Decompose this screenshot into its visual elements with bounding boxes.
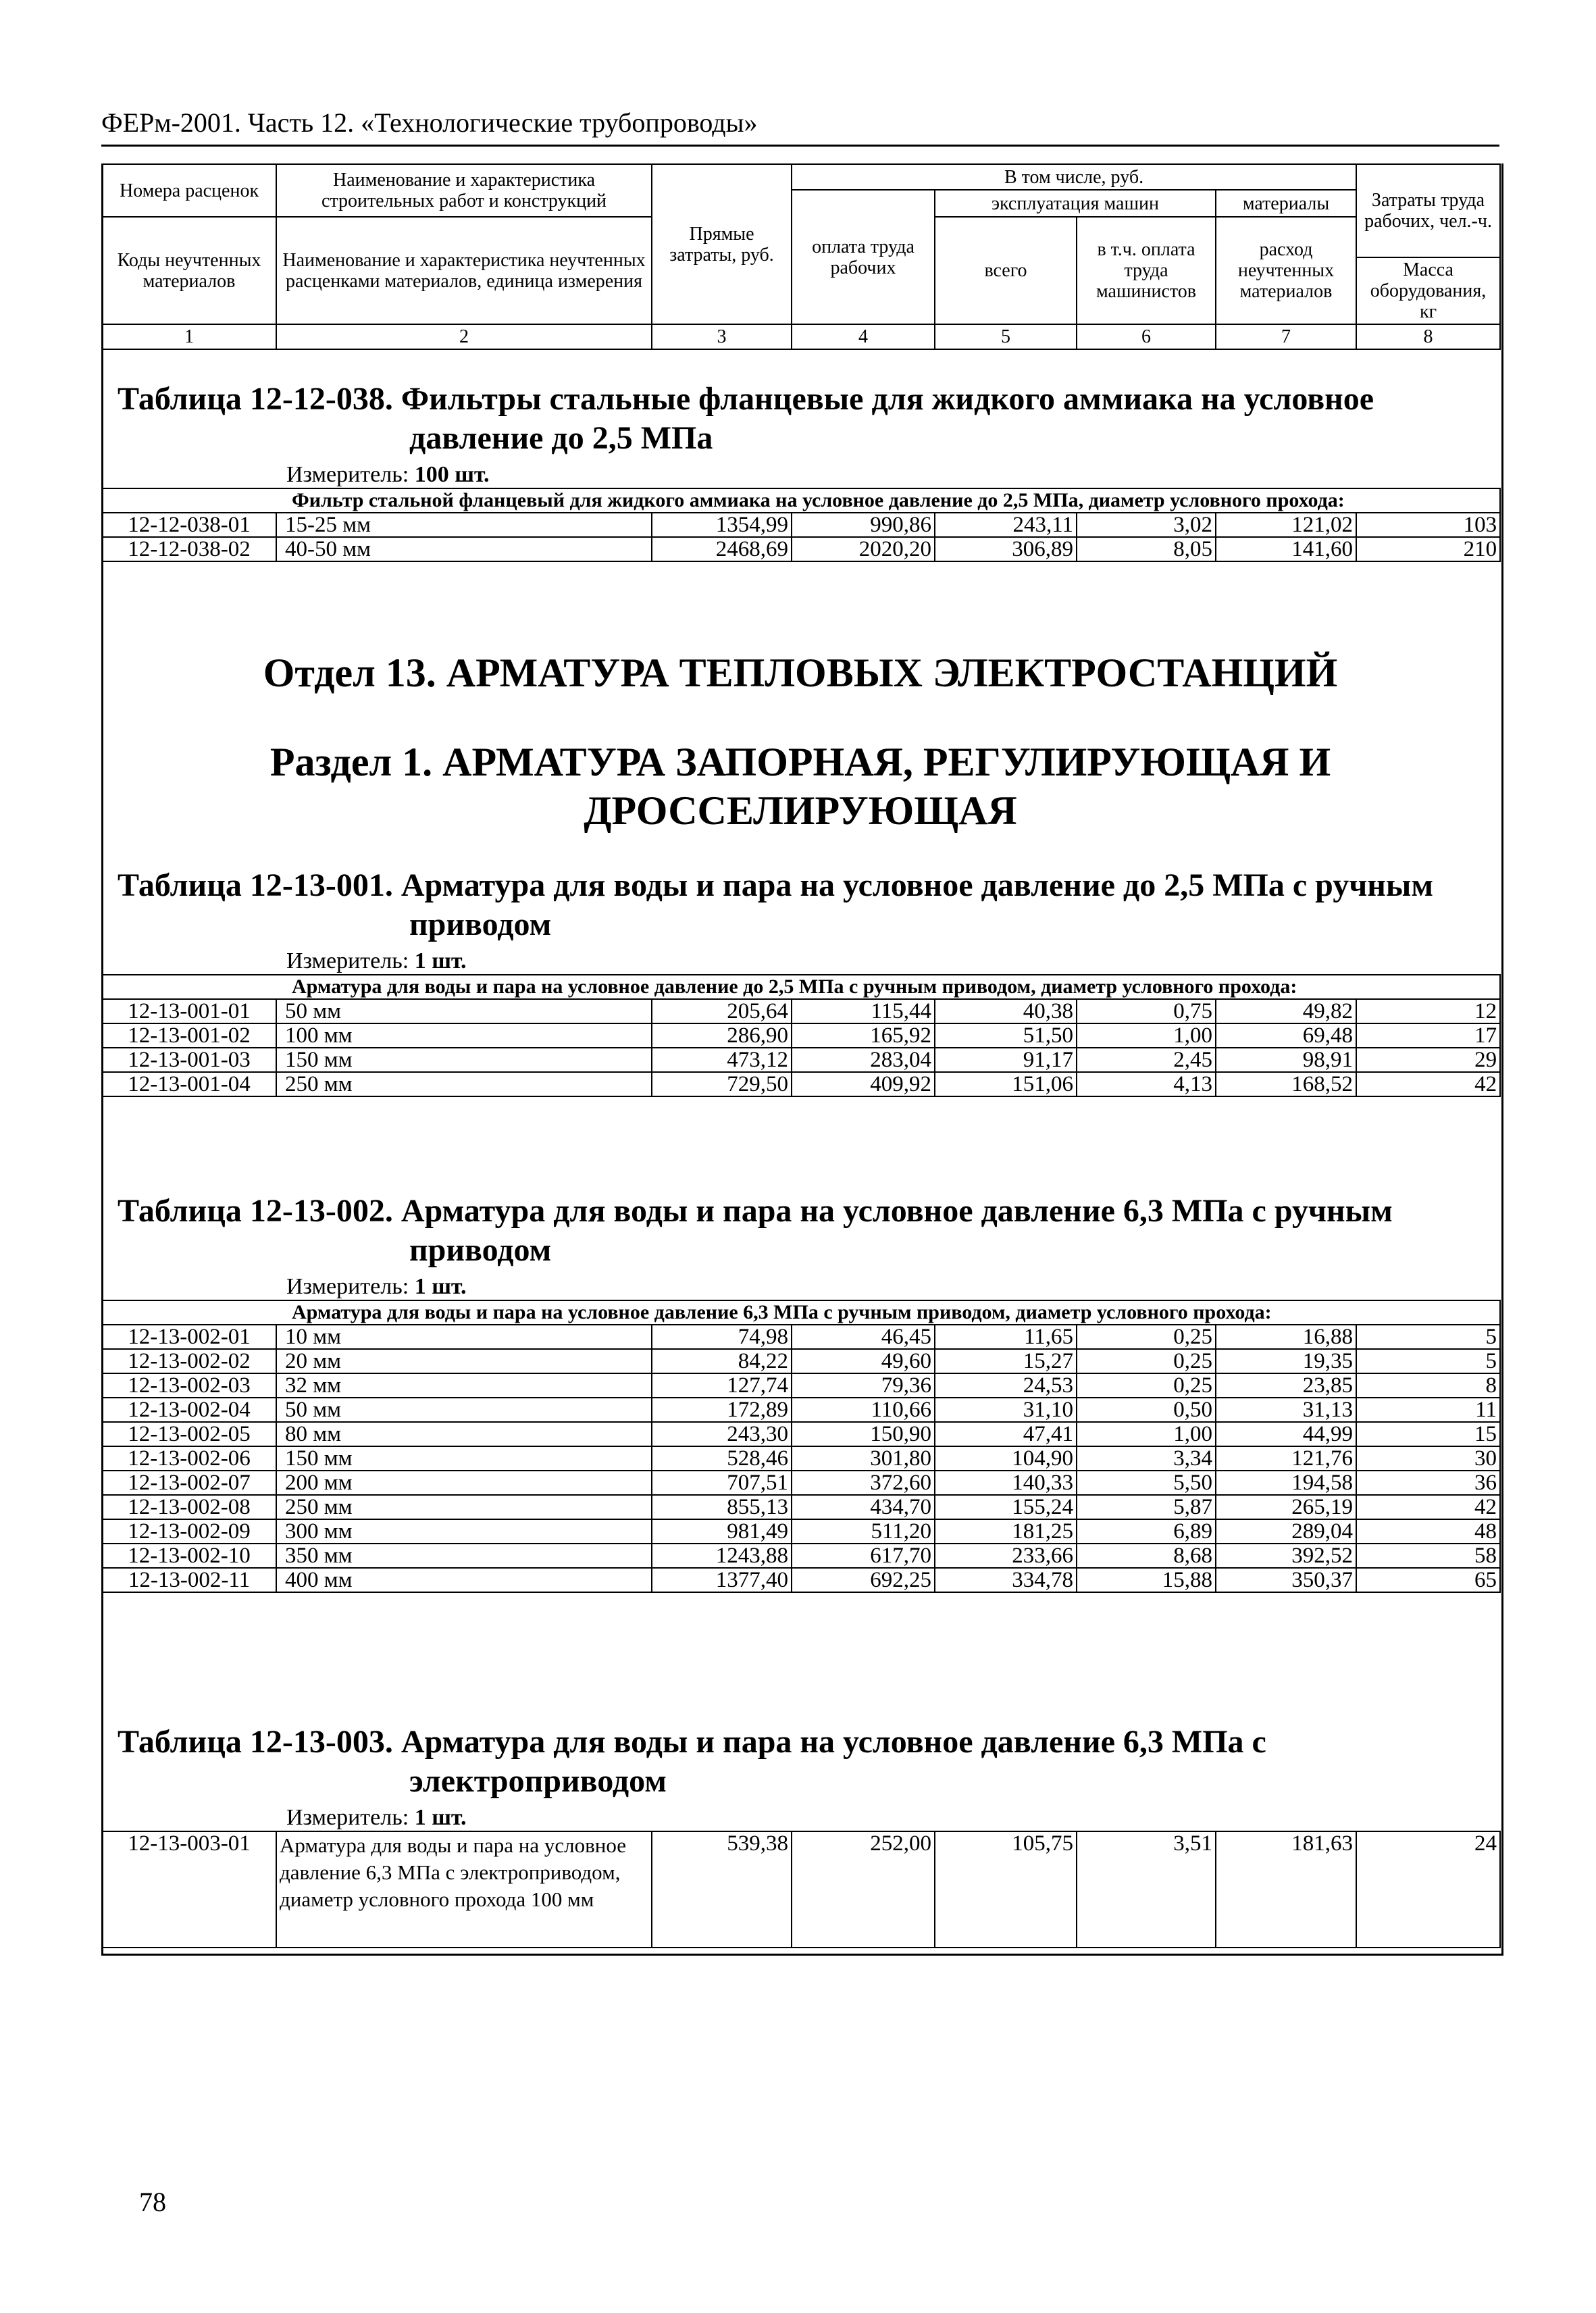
machines-labor-pay: 15,88 — [1077, 1568, 1216, 1592]
labor-cost: 65 — [1356, 1568, 1500, 1592]
labor-cost: 30 — [1356, 1446, 1500, 1471]
rate-name: 50 мм — [276, 1398, 652, 1422]
direct-costs: 539,38 — [652, 1831, 792, 1948]
group-description: Арматура для воды и пара на условное давление до 2,5 МПа с ручным приводом, диаметр условного прохода: — [102, 975, 1500, 999]
direct-costs: 528,46 — [652, 1446, 792, 1471]
materials: 31,13 — [1216, 1398, 1356, 1422]
machines-total: 51,50 — [935, 1023, 1077, 1048]
labor-cost: 24 — [1356, 1831, 1500, 1948]
machines-labor-pay: 3,34 — [1077, 1446, 1216, 1471]
labor-cost: 17 — [1356, 1023, 1500, 1048]
running-head: ФЕРм-2001. Часть 12. «Технологические трубопроводы» — [101, 107, 758, 138]
hdr-unaccounted-names: Наименование и характеристика неучтенных расценками материалов, единица измерения — [276, 217, 652, 324]
meter-label: Измеритель: — [286, 1274, 409, 1299]
rate-code: 12-13-001-03 — [102, 1048, 276, 1072]
hdr-col-num: 5 — [935, 324, 1077, 349]
machines-total: 140,33 — [935, 1471, 1077, 1495]
rate-name: 150 мм — [276, 1446, 652, 1471]
table-row — [102, 1471, 1500, 1495]
machines-total: 306,89 — [935, 537, 1077, 561]
rate-name: 300 мм — [276, 1519, 652, 1544]
labor-pay: 79,36 — [792, 1373, 935, 1398]
machines-labor-pay: 3,51 — [1077, 1831, 1216, 1948]
materials: 69,48 — [1216, 1023, 1356, 1048]
labor-cost: 42 — [1356, 1072, 1500, 1096]
column-header-table — [101, 163, 1501, 350]
machines-labor-pay: 8,68 — [1077, 1544, 1216, 1568]
labor-pay: 46,45 — [792, 1325, 935, 1349]
hdr-unaccounted-codes: Коды неучтенных материалов — [102, 217, 276, 324]
labor-pay: 110,66 — [792, 1398, 935, 1422]
rate-name: 400 мм — [276, 1568, 652, 1592]
machines-labor-pay: 0,25 — [1077, 1349, 1216, 1373]
table-row — [102, 537, 1500, 561]
direct-costs: 855,13 — [652, 1495, 792, 1519]
materials: 121,02 — [1216, 513, 1356, 537]
direct-costs: 473,12 — [652, 1048, 792, 1072]
materials: 194,58 — [1216, 1471, 1356, 1495]
hdr-materials-consumption: расход неучтенных материалов — [1216, 217, 1356, 324]
labor-cost: 210 — [1356, 537, 1500, 561]
labor-pay: 692,25 — [792, 1568, 935, 1592]
table-row — [102, 1023, 1500, 1048]
table-row — [102, 1568, 1500, 1592]
group-row — [102, 975, 1500, 999]
labor-cost: 103 — [1356, 513, 1500, 537]
rate-code: 12-13-001-01 — [102, 999, 276, 1023]
table-row — [102, 1422, 1500, 1446]
table-title-line1: Таблица 12-13-003. Арматура для воды и пара на условное давление 6,3 МПа с — [118, 1724, 1266, 1760]
rate-code: 12-13-002-08 — [102, 1495, 276, 1519]
hdr-direct-costs: Прямые затраты, руб. — [652, 164, 792, 324]
department-heading: Отдел 13. АРМАТУРА ТЕПЛОВЫХ ЭЛЕКТРОСТАНЦИЙ — [263, 651, 1338, 695]
direct-costs: 707,51 — [652, 1471, 792, 1495]
rate-code: 12-13-002-11 — [102, 1568, 276, 1592]
table-title-line2: приводом — [409, 907, 552, 942]
machines-labor-pay: 1,00 — [1077, 1023, 1216, 1048]
rate-code: 12-13-002-03 — [102, 1373, 276, 1398]
rate-table — [101, 1831, 1501, 1948]
labor-cost: 5 — [1356, 1349, 1500, 1373]
page-number: 78 — [139, 2187, 166, 2217]
materials: 265,19 — [1216, 1495, 1356, 1519]
materials: 121,76 — [1216, 1446, 1356, 1471]
direct-costs: 243,30 — [652, 1422, 792, 1446]
meter-line — [101, 1274, 1499, 1300]
meter-value: 1 шт. — [414, 1805, 467, 1830]
table-12-13-002 — [101, 1192, 1499, 1593]
rate-code: 12-12-038-02 — [102, 537, 276, 561]
materials: 168,52 — [1216, 1072, 1356, 1096]
machines-total: 31,10 — [935, 1398, 1077, 1422]
rate-table — [101, 974, 1501, 1097]
rate-code: 12-13-003-01 — [102, 1831, 276, 1948]
rate-name: 150 мм — [276, 1048, 652, 1072]
machines-total: 24,53 — [935, 1373, 1077, 1398]
section-heading — [101, 738, 1499, 835]
table-row — [102, 513, 1500, 537]
meter-line — [101, 948, 1499, 974]
machines-total: 243,11 — [935, 513, 1077, 537]
machines-total: 91,17 — [935, 1048, 1077, 1072]
materials: 289,04 — [1216, 1519, 1356, 1544]
rate-name: Арматура для воды и пара на условное давление 6,3 МПа с электроприводом, диаметр условного прохода 100 мм — [276, 1831, 652, 1948]
direct-costs: 84,22 — [652, 1349, 792, 1373]
hdr-labor-cost: Затраты труда рабочих, чел.-ч. — [1356, 164, 1500, 257]
table-row — [102, 1072, 1500, 1096]
rate-table — [101, 1300, 1501, 1593]
table-title-line2: электроприводом — [409, 1763, 667, 1799]
machines-labor-pay: 1,00 — [1077, 1422, 1216, 1446]
direct-costs: 981,49 — [652, 1519, 792, 1544]
rate-name: 10 мм — [276, 1325, 652, 1349]
table-title-line1: Таблица 12-12-038. Фильтры стальные фланцевые для жидкого аммиака на условное — [118, 381, 1374, 417]
table-row — [102, 999, 1500, 1023]
machines-total: 47,41 — [935, 1422, 1077, 1446]
section-heading-line2: ДРОССЕЛИРУЮЩАЯ — [584, 788, 1017, 833]
rate-name: 40-50 мм — [276, 537, 652, 561]
table-row — [102, 1519, 1500, 1544]
materials: 23,85 — [1216, 1373, 1356, 1398]
hdr-col-num: 2 — [276, 324, 652, 349]
group-description: Арматура для воды и пара на условное давление 6,3 МПа с ручным приводом, диаметр условного прохода: — [102, 1300, 1500, 1325]
machines-total: 151,06 — [935, 1072, 1077, 1096]
table-title-line2: давление до 2,5 МПа — [409, 420, 713, 456]
machines-total: 105,75 — [935, 1831, 1077, 1948]
direct-costs: 127,74 — [652, 1373, 792, 1398]
section-heading-line1: Раздел 1. АРМАТУРА ЗАПОРНАЯ, РЕГУЛИРУЮЩАЯ И — [269, 740, 1331, 784]
direct-costs: 729,50 — [652, 1072, 792, 1096]
hdr-col-num: 7 — [1216, 324, 1356, 349]
table-row — [102, 1398, 1500, 1422]
group-row — [102, 1300, 1500, 1325]
hdr-col-num: 3 — [652, 324, 792, 349]
rate-name: 100 мм — [276, 1023, 652, 1048]
hdr-machines-labor: в т.ч. оплата труда машинистов — [1077, 217, 1216, 324]
rate-code: 12-13-002-06 — [102, 1446, 276, 1471]
meter-line — [101, 1805, 1499, 1831]
table-title — [101, 1723, 1499, 1801]
labor-pay: 409,92 — [792, 1072, 935, 1096]
labor-pay: 283,04 — [792, 1048, 935, 1072]
table-title-line1: Таблица 12-13-001. Арматура для воды и пара на условное давление до 2,5 МПа с ручным — [118, 867, 1434, 903]
labor-cost: 11 — [1356, 1398, 1500, 1422]
rate-name: 15-25 мм — [276, 513, 652, 537]
labor-pay: 301,80 — [792, 1446, 935, 1471]
machines-total: 181,25 — [935, 1519, 1077, 1544]
rate-name: 20 мм — [276, 1349, 652, 1373]
machines-labor-pay: 3,02 — [1077, 513, 1216, 537]
hdr-machines: эксплуатация машин — [935, 190, 1216, 217]
rate-code: 12-13-002-07 — [102, 1471, 276, 1495]
hdr-machines-total: всего — [935, 217, 1077, 324]
materials: 49,82 — [1216, 999, 1356, 1023]
labor-pay: 115,44 — [792, 999, 935, 1023]
machines-labor-pay: 0,25 — [1077, 1373, 1216, 1398]
group-row — [102, 488, 1500, 513]
labor-pay: 49,60 — [792, 1349, 935, 1373]
running-head-rule — [101, 145, 1499, 147]
rate-code: 12-13-002-09 — [102, 1519, 276, 1544]
hdr-col-num: 4 — [792, 324, 935, 349]
rate-code: 12-13-002-01 — [102, 1325, 276, 1349]
meter-value: 100 шт. — [414, 462, 490, 487]
meter-value: 1 шт. — [414, 948, 467, 973]
labor-pay: 372,60 — [792, 1471, 935, 1495]
table-row — [102, 1373, 1500, 1398]
direct-costs: 1243,88 — [652, 1544, 792, 1568]
table-title — [101, 1192, 1499, 1270]
rate-code: 12-13-001-02 — [102, 1023, 276, 1048]
hdr-col-num: 1 — [102, 324, 276, 349]
rate-code: 12-12-038-01 — [102, 513, 276, 537]
labor-cost: 29 — [1356, 1048, 1500, 1072]
table-row — [102, 1495, 1500, 1519]
machines-total: 15,27 — [935, 1349, 1077, 1373]
hdr-col-num: 6 — [1077, 324, 1216, 349]
machines-labor-pay: 5,50 — [1077, 1471, 1216, 1495]
hdr-rate-numbers: Номера расценок — [102, 164, 276, 217]
labor-cost: 8 — [1356, 1373, 1500, 1398]
rate-code: 12-13-002-05 — [102, 1422, 276, 1446]
labor-pay: 150,90 — [792, 1422, 935, 1446]
table-row — [102, 1048, 1500, 1072]
hdr-work-name: Наименование и характеристика строительных работ и конструкций — [276, 164, 652, 217]
table-12-13-003 — [101, 1723, 1499, 1948]
labor-cost: 42 — [1356, 1495, 1500, 1519]
hdr-including: В том числе, руб. — [792, 164, 1356, 190]
rate-name: 350 мм — [276, 1544, 652, 1568]
labor-pay: 511,20 — [792, 1519, 935, 1544]
meter-label: Измеритель: — [286, 948, 409, 973]
rate-table — [101, 488, 1501, 562]
labor-cost: 15 — [1356, 1422, 1500, 1446]
labor-cost: 36 — [1356, 1471, 1500, 1495]
direct-costs: 1377,40 — [652, 1568, 792, 1592]
direct-costs: 2468,69 — [652, 537, 792, 561]
table-12-12-038 — [101, 380, 1499, 562]
machines-total: 155,24 — [935, 1495, 1077, 1519]
meter-value: 1 шт. — [414, 1274, 467, 1299]
labor-cost: 58 — [1356, 1544, 1500, 1568]
table-title — [101, 866, 1499, 944]
machines-labor-pay: 0,50 — [1077, 1398, 1216, 1422]
table-title-line1: Таблица 12-13-002. Арматура для воды и пара на условное давление 6,3 МПа с ручным — [118, 1193, 1393, 1229]
direct-costs: 286,90 — [652, 1023, 792, 1048]
materials: 141,60 — [1216, 537, 1356, 561]
machines-labor-pay: 2,45 — [1077, 1048, 1216, 1072]
machines-total: 334,78 — [935, 1568, 1077, 1592]
machines-labor-pay: 0,75 — [1077, 999, 1216, 1023]
labor-cost: 5 — [1356, 1325, 1500, 1349]
table-title — [101, 380, 1499, 458]
machines-labor-pay: 5,87 — [1077, 1495, 1216, 1519]
direct-costs: 172,89 — [652, 1398, 792, 1422]
rate-name: 32 мм — [276, 1373, 652, 1398]
rate-code: 12-13-002-02 — [102, 1349, 276, 1373]
labor-cost: 48 — [1356, 1519, 1500, 1544]
machines-total: 104,90 — [935, 1446, 1077, 1471]
machines-total: 233,66 — [935, 1544, 1077, 1568]
meter-label: Измеритель: — [286, 462, 409, 487]
rate-code: 12-13-002-04 — [102, 1398, 276, 1422]
table-row — [102, 1349, 1500, 1373]
rate-name: 80 мм — [276, 1422, 652, 1446]
labor-pay: 252,00 — [792, 1831, 935, 1948]
labor-pay: 165,92 — [792, 1023, 935, 1048]
direct-costs: 74,98 — [652, 1325, 792, 1349]
machines-labor-pay: 4,13 — [1077, 1072, 1216, 1096]
materials: 16,88 — [1216, 1325, 1356, 1349]
meter-line — [101, 462, 1499, 488]
table-row — [102, 1446, 1500, 1471]
table-title-line2: приводом — [409, 1232, 552, 1268]
materials: 98,91 — [1216, 1048, 1356, 1072]
table-row — [102, 1831, 1500, 1948]
hdr-equipment-mass: Масса оборудования, кг — [1356, 257, 1500, 324]
labor-pay: 990,86 — [792, 513, 935, 537]
machines-labor-pay: 8,05 — [1077, 537, 1216, 561]
materials: 181,63 — [1216, 1831, 1356, 1948]
materials: 19,35 — [1216, 1349, 1356, 1373]
rate-name: 250 мм — [276, 1072, 652, 1096]
rate-name: 200 мм — [276, 1471, 652, 1495]
labor-cost: 12 — [1356, 999, 1500, 1023]
meter-label: Измеритель: — [286, 1805, 409, 1830]
materials: 44,99 — [1216, 1422, 1356, 1446]
hdr-materials: материалы — [1216, 190, 1356, 217]
machines-labor-pay: 0,25 — [1077, 1325, 1216, 1349]
table-row — [102, 1325, 1500, 1349]
rate-name: 250 мм — [276, 1495, 652, 1519]
group-description: Фильтр стальной фланцевый для жидкого аммиака на условное давление до 2,5 МПа, диаметр условного прохода: — [102, 488, 1500, 513]
hdr-col-num: 8 — [1356, 324, 1500, 349]
table-12-13-001 — [101, 866, 1499, 1097]
machines-total: 11,65 — [935, 1325, 1077, 1349]
table-row — [102, 1544, 1500, 1568]
rate-code: 12-13-001-04 — [102, 1072, 276, 1096]
materials: 392,52 — [1216, 1544, 1356, 1568]
labor-pay: 2020,20 — [792, 537, 935, 561]
direct-costs: 205,64 — [652, 999, 792, 1023]
machines-labor-pay: 6,89 — [1077, 1519, 1216, 1544]
labor-pay: 434,70 — [792, 1495, 935, 1519]
rate-name: 50 мм — [276, 999, 652, 1023]
direct-costs: 1354,99 — [652, 513, 792, 537]
materials: 350,37 — [1216, 1568, 1356, 1592]
rate-code: 12-13-002-10 — [102, 1544, 276, 1568]
labor-pay: 617,70 — [792, 1544, 935, 1568]
machines-total: 40,38 — [935, 999, 1077, 1023]
hdr-labor-pay: оплата труда рабочих — [792, 190, 935, 324]
